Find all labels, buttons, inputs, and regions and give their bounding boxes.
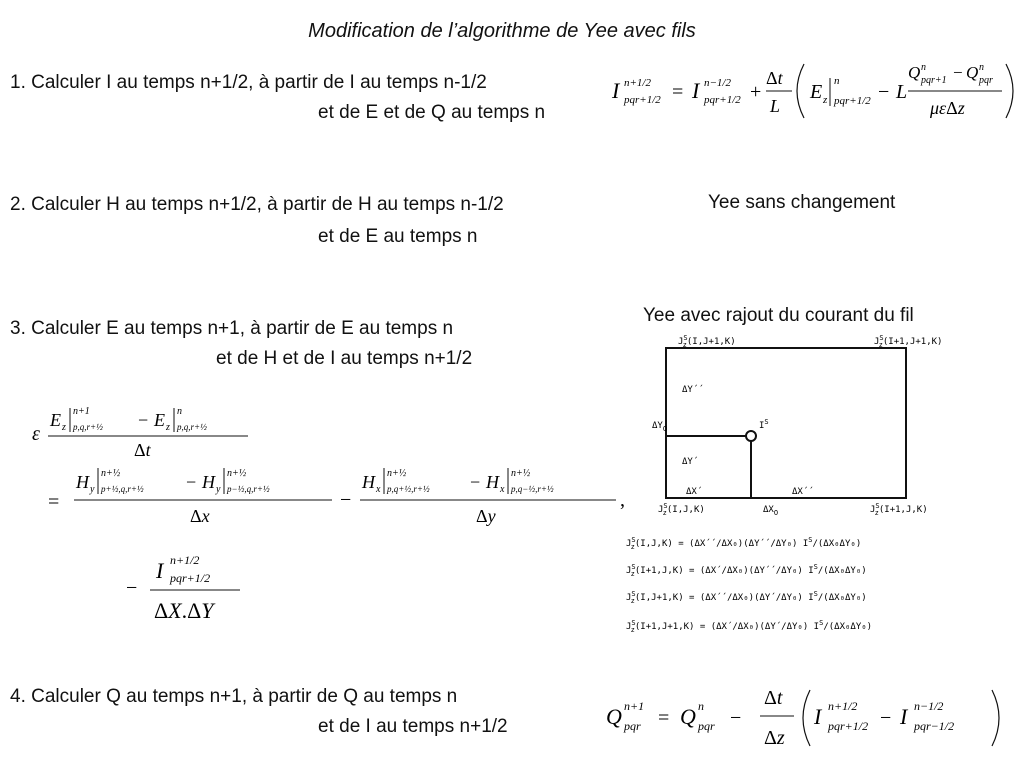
svg-text:−: − [878,81,890,103]
step-3-line-2: et de H et de I au temps n+1/2 [216,348,473,369]
svg-text:p,q−½,r+½: p,q−½,r+½ [511,484,554,494]
equation-efield-update [30,396,635,541]
svg-text:−: − [340,489,352,511]
svg-text:JSz(I+1,J+1,K) = (ΔX´/ΔX₀)(ΔY´: $J^S$ z(I+1,J+1,K) = (ΔX´/ΔX₀)(ΔY´/ΔY₀) $I^S/(\Delta X_0\Delta Y_0)$ [626,619,873,634]
current-distribution-formulas [622,532,922,647]
svg-text:−: − [953,63,963,82]
svg-text:ε: ε [32,423,40,445]
svg-text:I: I [612,78,620,103]
svg-text:H: H [486,472,499,492]
svg-text:pqr: pqr [698,719,715,733]
yee-cell-diagram [612,330,943,525]
svg-text:JSz(I,J+1,K): $J^S$ z(I,J+1,K) [678,334,736,349]
svg-text:L: L [770,96,781,116]
svg-text:pqr+1/2: pqr+1/2 [624,94,661,106]
note-yee-unchanged: Yee sans changement [708,192,896,213]
svg-text:p+½,q,r+½: p+½,q,r+½ [101,484,144,494]
svg-text:JSz(I,J,K) = (ΔX´´/ΔX₀)(ΔY´´/Δ: $J^S$ z(I,J,K) = (ΔX´´/ΔX₀)(ΔY´´/ΔY₀) $I^S/(\Delta X_0\Delta Y_0)$ [626,536,862,551]
svg-text:E: E [50,410,61,430]
svg-text:n: n [979,62,984,73]
svg-text:p,q+½,r+½: p,q+½,r+½ [387,484,430,494]
svg-text:ΔY´: ΔY´ [682,457,699,467]
step-4-line-2: et de I au temps n+1/2 [318,716,508,737]
svg-text:=: = [658,707,670,729]
svg-text:Δt: Δt [764,687,783,709]
svg-text:ΔX.ΔY: ΔX.ΔY [154,598,214,623]
svg-text:n−1/2: n−1/2 [704,77,731,89]
svg-text:Δz: Δz [764,727,785,749]
svg-text:p,q,r+½: p,q,r+½ [73,422,103,432]
svg-text:pqr−1/2: pqr−1/2 [914,719,955,733]
svg-text:=: = [48,491,60,513]
svg-text:JSz(I+1,J,K): $J^S$ z(I+1,J,K) [870,502,928,517]
equation-current-update [608,56,1018,131]
svg-text:n+½: n+½ [227,468,247,479]
svg-text:y: y [216,484,221,495]
svg-text:H: H [362,472,375,492]
svg-text:Q: Q [606,704,622,729]
svg-text:JSz(I+1,J+1,K): $J^S$ z(I+1,J+1,K) [874,334,943,349]
svg-text:n+½: n+½ [101,468,121,479]
svg-text:n: n [698,699,704,713]
svg-text:pqr: pqr [624,719,641,733]
svg-text:z: z [62,422,66,433]
svg-text:Q: Q [908,63,921,82]
slide-title: Modification de l’algorithme de Yee avec fils [308,20,696,42]
svg-text:pqr+1/2: pqr+1/2 [704,94,741,106]
svg-text:Q: Q [680,704,696,729]
svg-text:z: z [823,94,828,106]
svg-text:pqr: pqr [979,75,993,86]
svg-text:Δt: Δt [766,68,783,88]
svg-text:n: n [834,75,840,87]
svg-text:n+½: n+½ [511,468,531,479]
svg-text:Δt: Δt [134,440,151,460]
svg-text:n: n [177,406,182,417]
svg-text:ΔX´´: ΔX´´ [792,487,814,497]
svg-text:IS: $I^S$ [759,418,769,431]
svg-text:x: x [376,484,381,495]
step-3-line-1: 3. Calculer E au temps n+1, à partir de E au temps n [10,318,454,339]
svg-text:y: y [90,484,95,495]
svg-text:z: z [166,422,170,433]
svg-text:pqr+1/2: pqr+1/2 [828,719,869,733]
svg-text:ΔXO: $\Delta X_O$ [763,505,779,517]
svg-text:−: − [470,472,481,492]
svg-text:n+1/2: n+1/2 [828,699,858,713]
svg-text:p,q,r+½: p,q,r+½ [177,422,207,432]
svg-text:I: I [814,704,822,729]
svg-text:ΔYO: $\Delta Y_O$ [652,421,668,433]
svg-text:H: H [202,472,215,492]
svg-text:−: − [730,707,742,729]
svg-text:Q: Q [966,63,979,82]
svg-text:H: H [76,472,89,492]
svg-text:pqr+1/2: pqr+1/2 [834,95,871,107]
svg-text:I: I [156,558,164,583]
svg-text:−: − [880,707,892,729]
svg-text:n+½: n+½ [387,468,407,479]
svg-text:−: − [126,577,138,599]
svg-text:E: E [810,81,823,103]
svg-text:ΔY´´: ΔY´´ [682,385,704,395]
step-1-line-1: 1. Calculer I au temps n+1/2, à partir de I au temps n-1/2 [10,72,487,93]
svg-text:n+1/2: n+1/2 [624,77,651,89]
step-1-line-2: et de E et de Q au temps n [318,102,546,123]
equation-charge-update [604,680,1009,765]
svg-text:n+1: n+1 [624,699,645,713]
step-2-line-2: et de E au temps n [318,226,478,247]
svg-text:x: x [500,484,505,495]
equation-wire-term [126,550,256,635]
step-4-line-1: 4. Calculer Q au temps n+1, à partir de Q au temps n [10,686,458,707]
svg-text:pqr+1: pqr+1 [921,75,947,86]
svg-text:JSz(I,J,K): $J^S$ z(I,J,K) [658,502,705,517]
svg-text:μεΔz: μεΔz [930,98,965,118]
step-2-line-1: 2. Calculer H au temps n+1/2, à partir de H au temps n-1/2 [10,194,504,215]
svg-text:ΔX´: ΔX´ [686,487,703,497]
svg-text:=: = [672,81,684,103]
svg-text:−: − [138,410,149,430]
svg-text:Δx: Δx [190,506,210,526]
svg-text:+: + [750,81,762,103]
svg-text:n+1: n+1 [73,406,90,417]
svg-text:n+1/2: n+1/2 [170,553,200,567]
svg-text:n: n [921,62,926,73]
svg-text:JSz(I+1,J,K) = (ΔX´/ΔX₀)(ΔY´´/: $J^S$ z(I+1,J,K) = (ΔX´/ΔX₀)(ΔY´´/ΔY₀) $I^S/(\Delta X_0\Delta Y_0)$ [626,563,867,578]
svg-text:I: I [900,704,908,729]
svg-text:Δy: Δy [476,506,496,526]
svg-text:pqr+1/2: pqr+1/2 [170,571,211,585]
svg-text:,: , [620,489,625,511]
svg-text:JSz(I,J+1,K) = (ΔX´´/ΔX₀)(ΔY´/: $J^S$ z(I,J+1,K) = (ΔX´´/ΔX₀)(ΔY´/ΔY₀) $I^S/(\Delta X_0\Delta Y_0)$ [626,590,867,605]
svg-text:I: I [692,78,700,103]
svg-text:−: − [186,472,197,492]
svg-text:L: L [896,81,908,103]
note-yee-with-wire: Yee avec rajout du courant du fil [643,305,914,326]
svg-text:E: E [154,410,165,430]
svg-text:n−1/2: n−1/2 [914,699,944,713]
svg-text:p−½,q,r+½: p−½,q,r+½ [227,484,270,494]
